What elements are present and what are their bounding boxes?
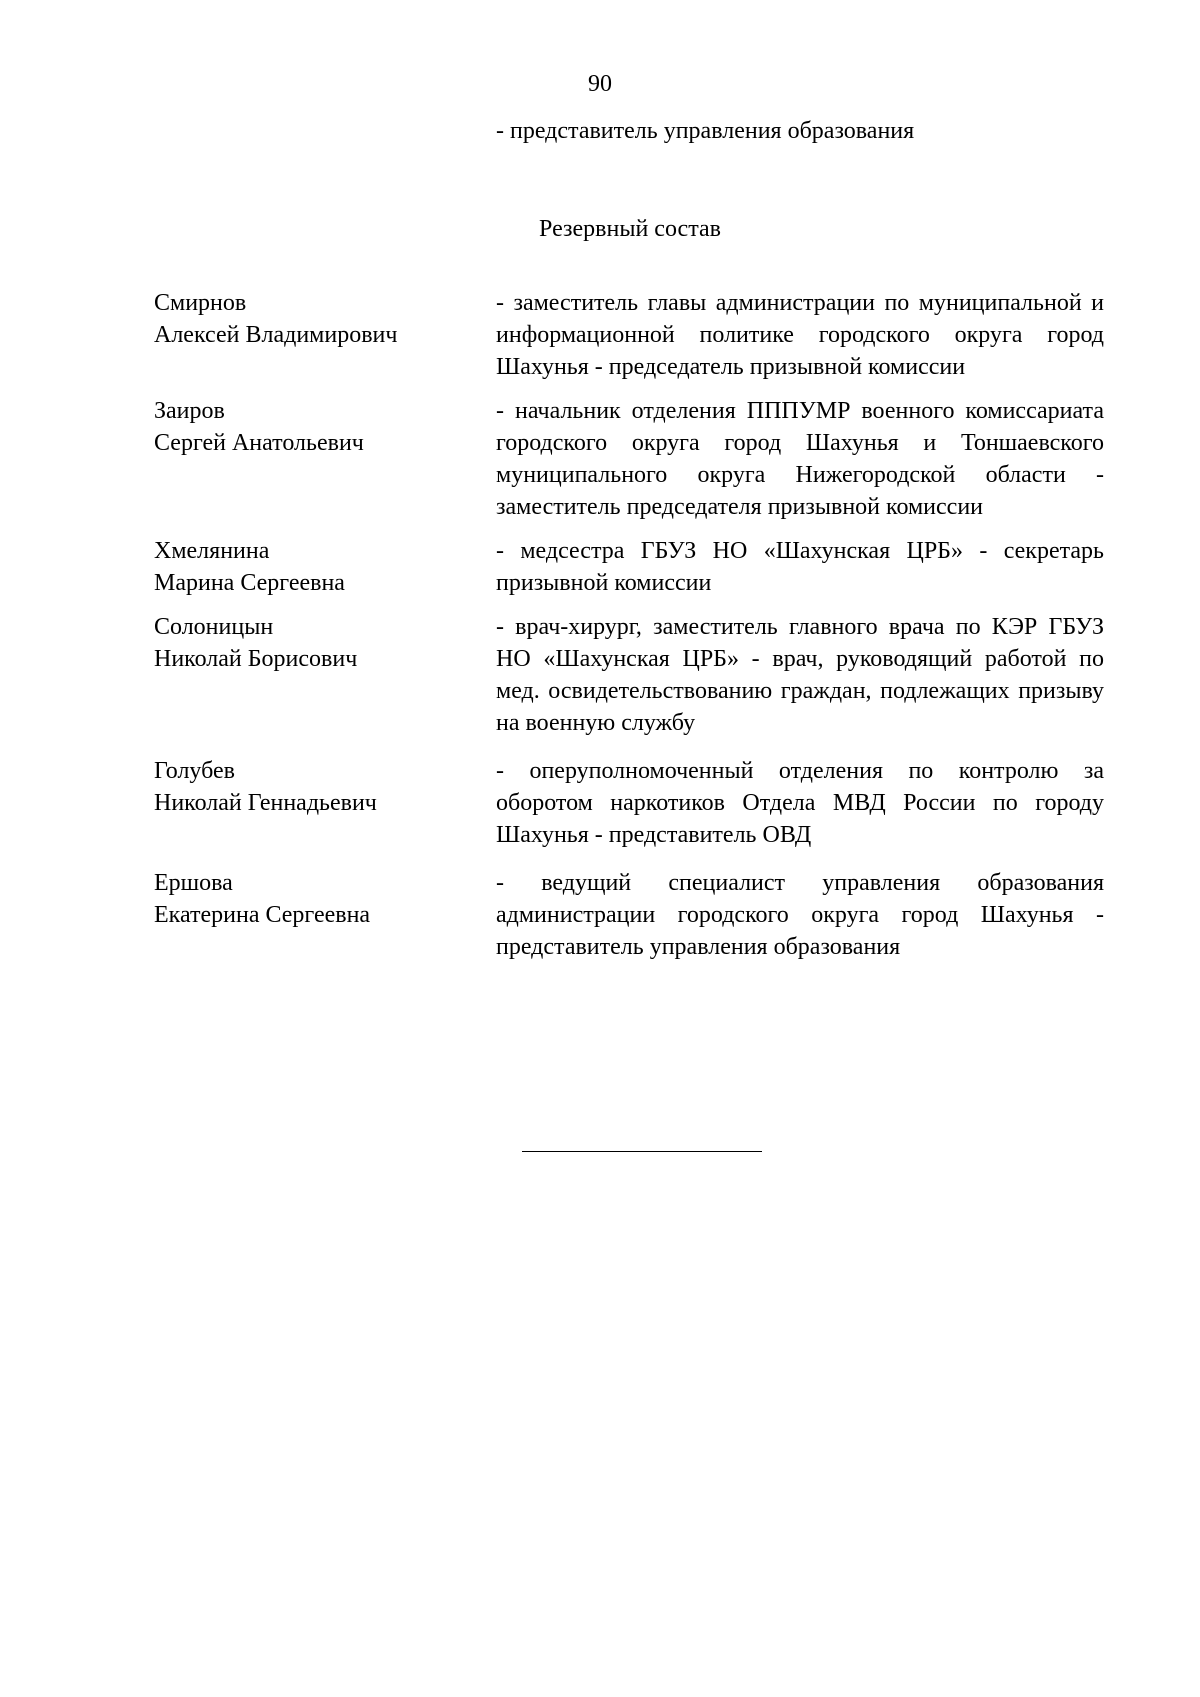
member-given-names: Николай Геннадьевич	[154, 790, 377, 816]
member-role: - врач-хирург, заместитель главного врача по КЭР ГБУЗ НО «Шахунская ЦРБ» - врач, руководящий работой по мед. освидетельствованию граждан, подлежащих призыву на военную службу	[496, 614, 1104, 736]
member-surname: Солоницын	[154, 614, 274, 640]
member-role: - оперуполномоченный отделения по контролю за оборотом наркотиков Отдела МВД России по городу Шахунья - представитель ОВД	[496, 758, 1104, 848]
member-given-names: Николай Борисович	[154, 646, 358, 672]
members-list	[154, 287, 1104, 963]
member-given-names: Екатерина Сергеевна	[154, 902, 371, 928]
member-name	[154, 287, 496, 383]
member-role: - ведущий специалист управления образования администрации городского округа город Шахунья - представитель управления образования	[496, 870, 1104, 960]
member-surname: Ершова	[154, 870, 233, 896]
member-name	[154, 535, 496, 599]
member-surname: Голубев	[154, 758, 235, 784]
member-role: - медсестра ГБУЗ НО «Шахунская ЦРБ» - секретарь призывной комиссии	[496, 538, 1104, 596]
member-entry	[154, 535, 1104, 599]
member-entry	[154, 287, 1104, 383]
member-name	[154, 755, 496, 851]
member-surname: Заиров	[154, 398, 225, 424]
member-surname: Хмелянина	[154, 538, 270, 564]
member-role: - начальник отделения ПППУМР военного комиссариата городского округа город Шахунья и Тоншаевского муниципального округа Нижегородской области - заместитель председателя призывной комиссии	[496, 398, 1104, 520]
member-entry	[154, 867, 1104, 963]
member-name	[154, 867, 496, 963]
member-given-names: Алексей Владимирович	[154, 322, 398, 348]
section-heading: Резервный состав	[539, 216, 721, 242]
member-given-names: Сергей Анатольевич	[154, 430, 364, 456]
member-surname: Смирнов	[154, 290, 247, 316]
carry-over-line: - представитель управления образования	[496, 118, 915, 144]
member-entry	[154, 755, 1104, 851]
member-name	[154, 611, 496, 739]
member-given-names: Марина Сергеевна	[154, 570, 345, 596]
end-divider-line	[522, 1151, 762, 1152]
member-role: - заместитель главы администрации по муниципальной и информационной политике городского округа город Шахунья - председатель призывной комиссии	[496, 290, 1104, 380]
member-name	[154, 395, 496, 523]
member-entry	[154, 395, 1104, 523]
member-entry	[154, 611, 1104, 739]
page-number: 90	[588, 71, 612, 97]
